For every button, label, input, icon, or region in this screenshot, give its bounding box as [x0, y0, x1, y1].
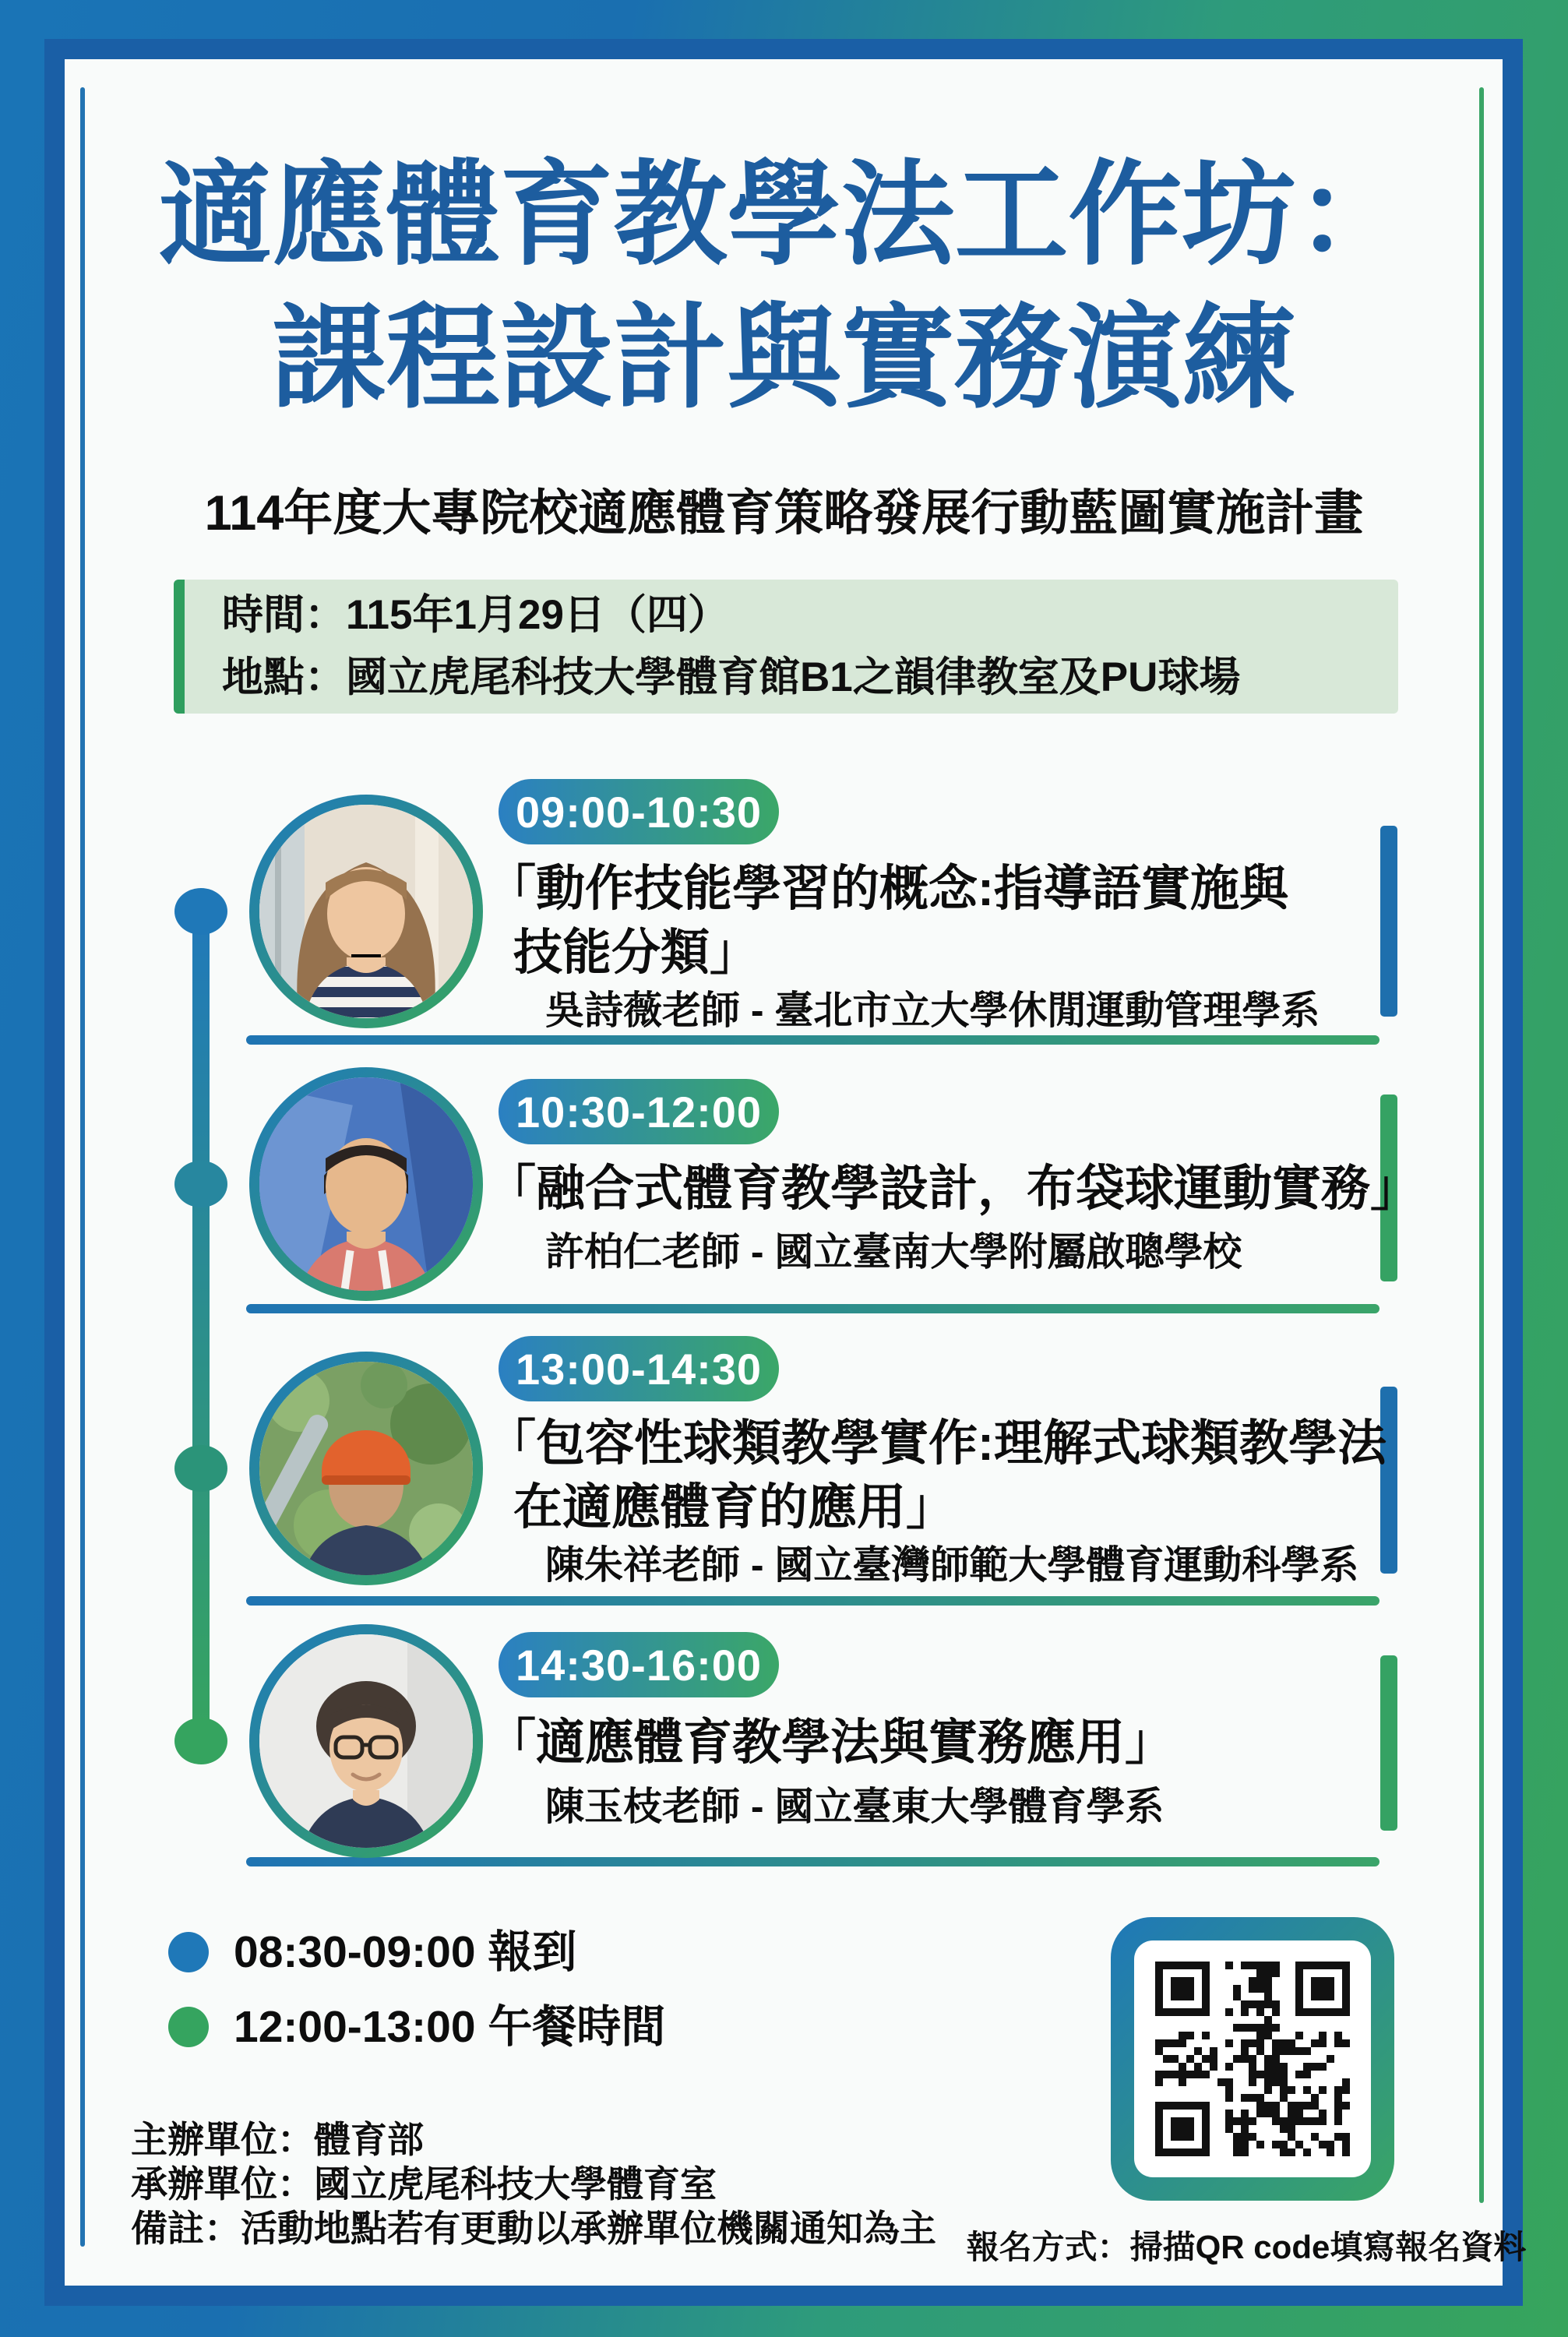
session-1-time-badge: 09:00-10:30 [499, 779, 779, 844]
poster-title-line2: 課程設計與實務演練 [272, 294, 1296, 421]
qr-code-icon [1155, 1962, 1350, 2156]
session-2-title-line1: 「融合式體育教學設計，布袋球運動實務」 [487, 1161, 1419, 1216]
session-4-title [487, 1711, 1417, 1775]
session-divider-1 [246, 1035, 1379, 1045]
timeline-dot-2 [174, 1161, 227, 1207]
event-location: 地點：國立虎尾科技大學體育館B1之韻律教室及PU球場 [222, 654, 1241, 700]
session-divider-3 [246, 1596, 1379, 1606]
timeline-dot-1 [174, 888, 227, 935]
session-4-title-line1: 「適應體育教學法與實務應用」 [487, 1715, 1174, 1770]
lunch-bullet-icon [168, 2007, 209, 2047]
speaker-photo-ring-1 [249, 795, 483, 1028]
session-divider-2 [246, 1304, 1379, 1313]
executing-organization: 承辦單位：國立虎尾科技大學體育室 [131, 2163, 717, 2205]
session-2-speaker: 許柏仁老師 - 國立臺南大學附屬啟聰學校 [545, 1230, 1242, 1274]
session-4-speaker: 陳玉枝老師 - 國立臺東大學體育學系 [545, 1785, 1165, 1828]
speaker-photo-ring-2 [249, 1067, 483, 1301]
session-3-time-badge: 13:00-14:30 [499, 1336, 779, 1401]
speaker-photo-ring-3 [249, 1352, 483, 1585]
session-3-title-line1: 「包容性球類教學實作:理解式球類教學法 [487, 1416, 1387, 1471]
check-in-bullet-icon [168, 1932, 209, 1972]
session-3-speaker: 陳朱祥老師 - 國立臺灣師範大學體育運動科學系 [545, 1543, 1359, 1587]
qr-code-frame [1111, 1917, 1394, 2201]
poster-subtitle: 114年度大專院校適應體育策略發展行動藍圖實施計畫 [204, 486, 1364, 541]
session-divider-4 [246, 1857, 1379, 1866]
event-time: 時間：115年1月29日（四） [222, 592, 729, 638]
speaker-1-portrait [259, 805, 473, 1018]
host-organization: 主辦單位：體育部 [131, 2119, 424, 2160]
speaker-photo-1 [259, 805, 473, 1018]
speaker-2-portrait [259, 1077, 473, 1291]
session-1-speaker: 吳詩薇老師 - 臺北市立大學休閒運動管理學系 [545, 989, 1320, 1032]
check-in-note: 08:30-09:00 報到 [234, 1927, 577, 1977]
timeline-bar [192, 911, 210, 1741]
qr-code-background [1134, 1940, 1371, 2177]
registration-instruction: 報名方式：掃描QR code填寫報名資料 [966, 2229, 1527, 2265]
speaker-photo-ring-4 [249, 1624, 483, 1858]
organizer-block [131, 2117, 988, 2251]
speaker-photo-3 [259, 1362, 473, 1575]
timeline-dot-3 [174, 1445, 227, 1492]
poster-title-line1: 適應體育教學法工作坊： [158, 151, 1410, 278]
speaker-3-portrait [259, 1362, 473, 1575]
session-3-title-line2: 在適應體育的應用」 [513, 1480, 955, 1535]
event-info-box [174, 580, 1398, 714]
timeline-dot-4 [174, 1718, 227, 1764]
session-1-title-line1: 「動作技能學習的概念:指導語實施與 [487, 862, 1288, 916]
session-3-title [487, 1412, 1417, 1539]
session-2-title [487, 1157, 1417, 1221]
speaker-photo-2 [259, 1077, 473, 1291]
speaker-4-portrait [259, 1634, 473, 1848]
speaker-photo-4 [259, 1634, 473, 1848]
session-4-time-badge: 14:30-16:00 [499, 1632, 779, 1697]
session-1-title [487, 857, 1417, 985]
footer-note: 備註：活動地點若有更動以承辦單位機關通知為主 [131, 2208, 936, 2249]
lunch-note: 12:00-13:00 午餐時間 [234, 2002, 666, 2052]
session-2-time-badge: 10:30-12:00 [499, 1079, 779, 1144]
session-1-title-line2: 技能分類」 [513, 925, 759, 980]
